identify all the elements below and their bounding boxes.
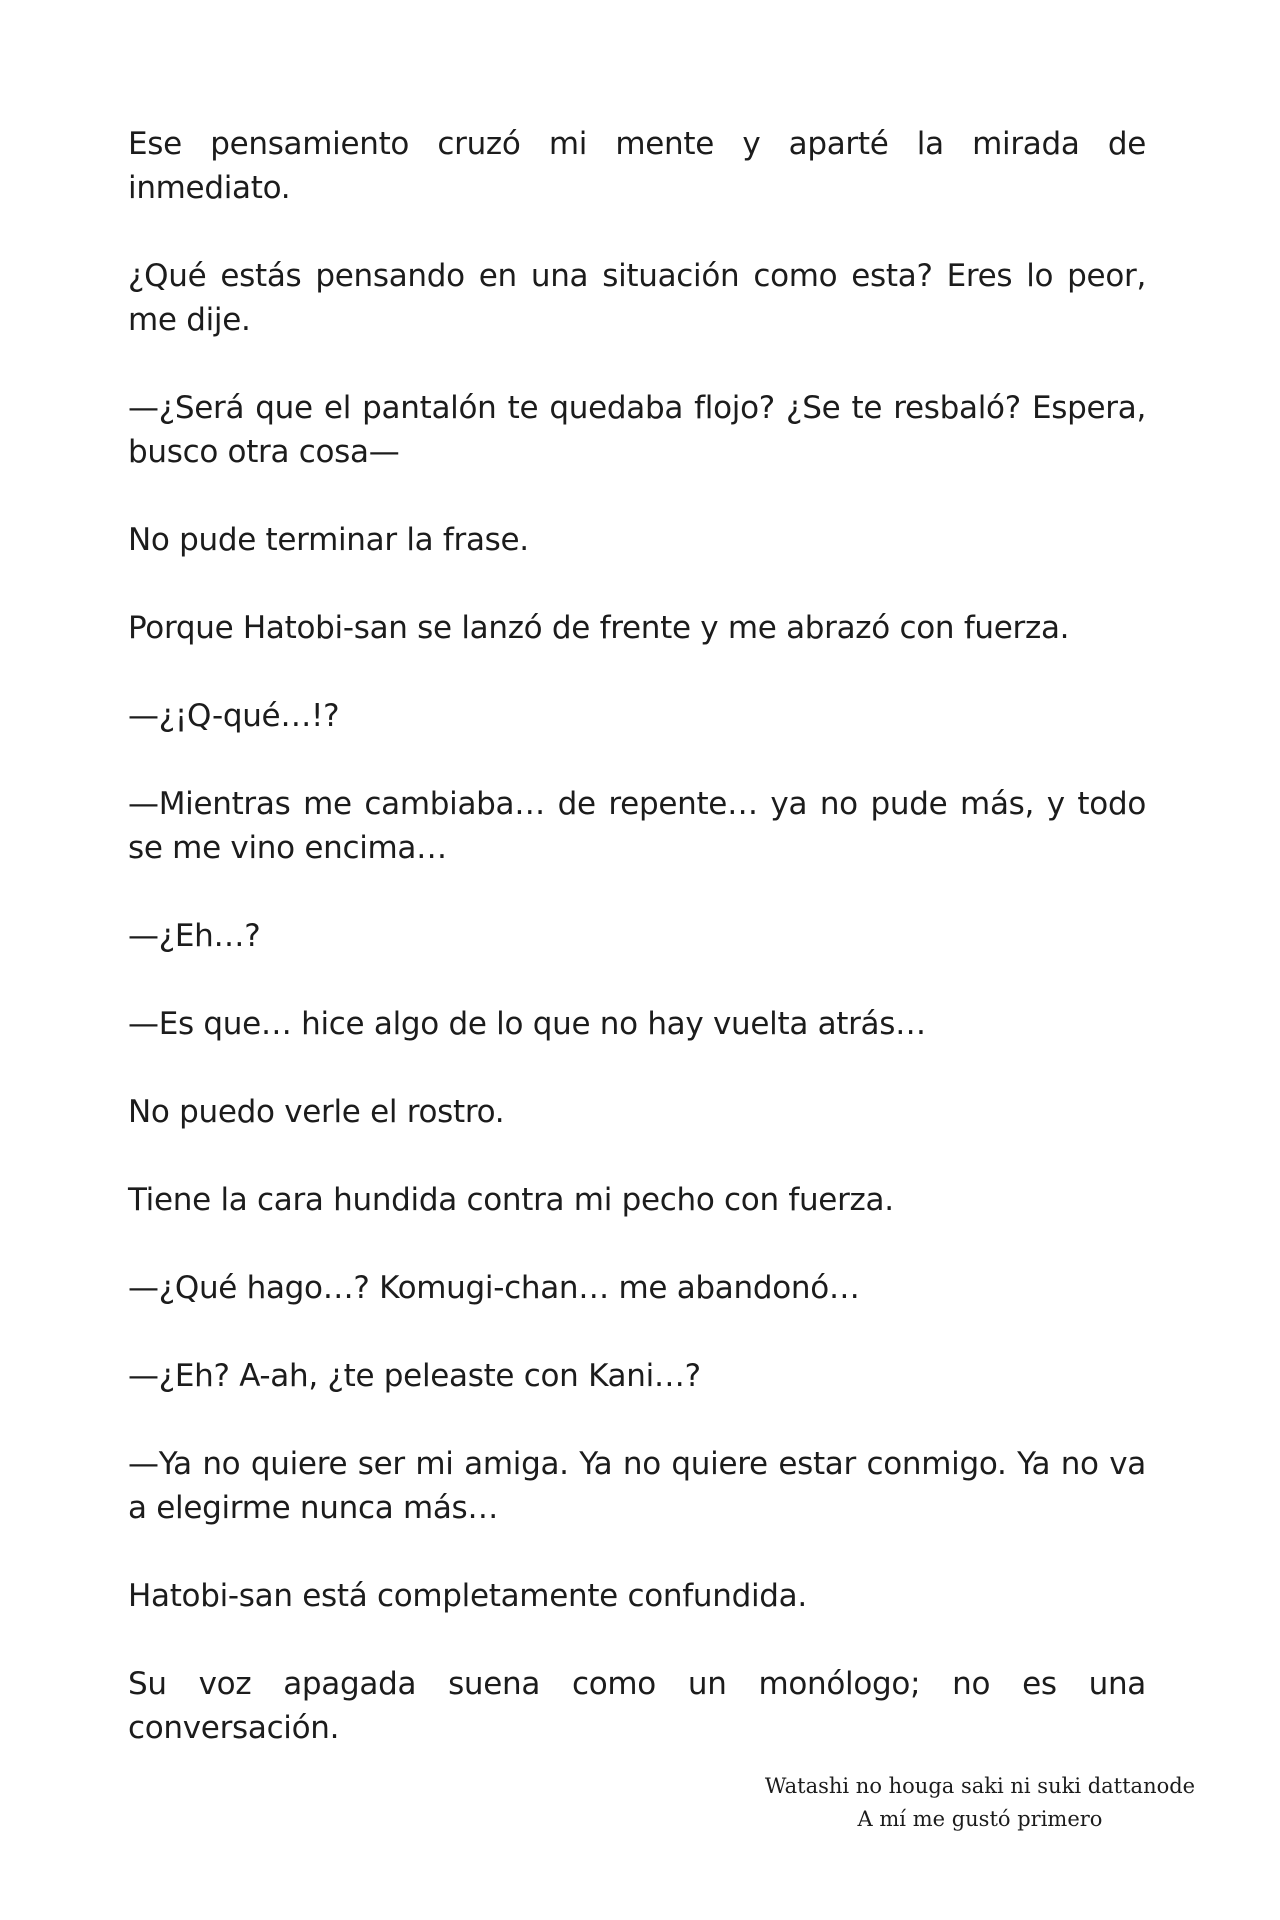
footer-subtitle: A mí me gustó primero	[857, 1807, 1103, 1831]
paragraph: No puedo verle el rostro.	[128, 1094, 505, 1130]
page-footer	[720, 1770, 1240, 1836]
paragraph: —¿Qué hago…? Komugi-chan… me abandonó…	[128, 1270, 860, 1306]
paragraph: Su voz apagada suena como un monólogo; no es una conversación.	[128, 1666, 1146, 1746]
paragraph: —Es que… hice algo de lo que no hay vuelta atrás…	[128, 1006, 926, 1042]
paragraph: Hatobi-san está completamente confundida.	[128, 1578, 807, 1614]
paragraph: —¿Eh…?	[128, 918, 261, 954]
paragraph: ¿Qué estás pensando en una situación como esta? Eres lo peor, me dije.	[128, 258, 1146, 338]
paragraph: —Ya no quiere ser mi amiga. Ya no quiere estar conmigo. Ya no va a elegirme nunca más…	[128, 1446, 1146, 1526]
paragraph: Porque Hatobi-san se lanzó de frente y me abrazó con fuerza.	[128, 610, 1070, 646]
paragraph: No pude terminar la frase.	[128, 522, 529, 558]
paragraph: —¿Será que el pantalón te quedaba flojo? ¿Se te resbaló? Espera, busco otra cosa—	[128, 390, 1146, 470]
paragraph: Tiene la cara hundida contra mi pecho con fuerza.	[128, 1182, 894, 1218]
body-text	[128, 122, 1146, 1750]
paragraph: —¿Eh? A-ah, ¿te peleaste con Kani…?	[128, 1358, 701, 1394]
paragraph: —¿¡Q-qué…!?	[128, 698, 340, 734]
footer-title: Watashi no houga saki ni suki dattanode	[764, 1774, 1196, 1798]
paragraph: Ese pensamiento cruzó mi mente y aparté la mirada de inmediato.	[128, 126, 1146, 206]
paragraph: —Mientras me cambiaba… de repente… ya no pude más, y todo se me vino encima…	[128, 786, 1146, 866]
